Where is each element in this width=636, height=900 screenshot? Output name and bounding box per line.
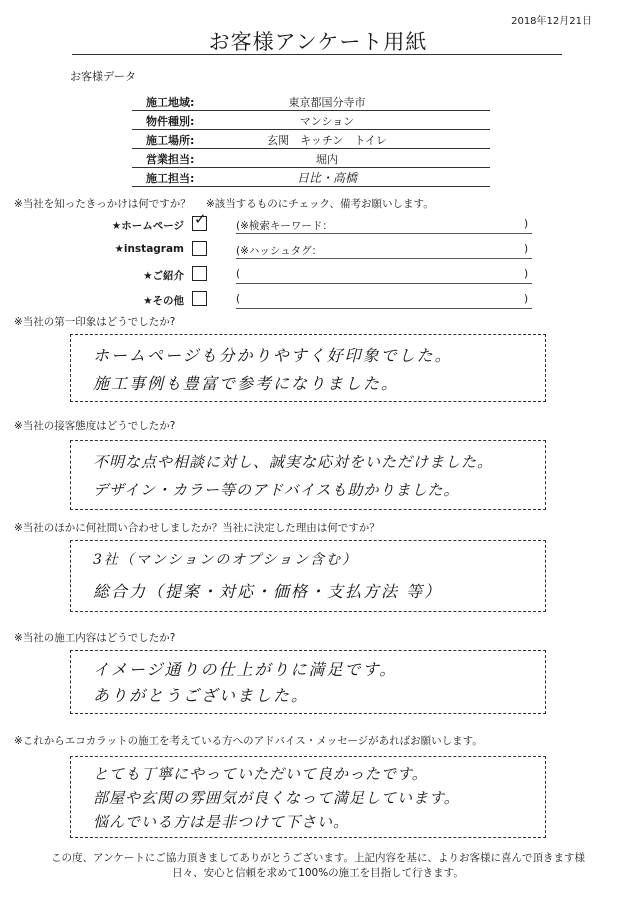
- source-detail: (: [236, 293, 241, 305]
- info-row-sales: [132, 149, 490, 168]
- info-value: マンション: [299, 115, 355, 128]
- source-label: ★ご紹介: [143, 270, 184, 282]
- source-underline: [236, 283, 532, 284]
- info-value: 堀内: [316, 153, 338, 166]
- q6-answer-box: [70, 756, 546, 838]
- q5-question: ※当社の施工内容はどうでしたか?: [14, 632, 176, 644]
- q4-question: ※当社のほかに何社問い合わせしましたか？当社に決定した理由は何ですか？: [14, 522, 380, 534]
- instagram-checkbox[interactable]: [192, 241, 207, 256]
- customer-section-label: お客様データ: [70, 70, 136, 83]
- q4-answer-box: [70, 540, 546, 612]
- q2-answer-line: ホームページも分かりやすく好印象でした。: [93, 346, 453, 365]
- info-value: 玄関 キッチン トイレ: [267, 134, 387, 147]
- q6-answer-line: 悩んでいる方は是非つけて下さい。: [93, 813, 350, 831]
- q1-question: ※当社を知ったきっかけは何ですか？: [14, 198, 191, 210]
- page-title: お客様アンケート用紙: [208, 30, 428, 54]
- q3-answer-box: [70, 440, 546, 510]
- title-underline: [72, 54, 562, 55]
- survey-date: 2018年12月21日: [511, 16, 592, 27]
- source-label: ★ホームページ: [111, 220, 184, 232]
- info-label: 施工担当:: [146, 172, 195, 185]
- source-option-other: [0, 291, 636, 313]
- info-row-installer: [132, 168, 490, 187]
- q6-question: ※これからエコカラットの施工を考えている方へのアドバイス・メッセージがあればお願いします。: [14, 735, 483, 747]
- source-close-paren: ): [524, 268, 529, 280]
- q4-answer-line: 総合力（提案・対応・価格・支払方法 等）: [93, 582, 443, 601]
- q6-answer-line: とても丁寧にやっていただいて良かったです。: [93, 765, 428, 783]
- q5-answer-box: [70, 650, 546, 714]
- q6-answer-line: 部屋や玄関の雰囲気が良くなって満足しています。: [93, 789, 460, 807]
- info-label: 施工場所:: [146, 134, 195, 147]
- info-value: 東京都国分寺市: [288, 96, 366, 109]
- footer-message: [0, 851, 636, 881]
- info-label: 施工地域:: [146, 96, 195, 109]
- q3-answer-line: デザイン・カラー等のアドバイスも助かりました。: [93, 481, 460, 499]
- source-underline: [236, 308, 532, 309]
- source-label: ★instagram: [114, 243, 184, 255]
- source-label: ★その他: [143, 295, 184, 307]
- source-close-paren: ): [524, 243, 529, 255]
- info-value-handwritten: 日比・高橋: [296, 171, 357, 185]
- source-detail: (※ハッシュタグ：: [236, 245, 323, 257]
- q2-question: ※当社の第一印象はどうでしたか?: [14, 316, 176, 328]
- q5-answer-line: イメージ通りの仕上がりに満足です。: [93, 660, 398, 679]
- q1-note: ※該当するものにチェック、備考お願いします。: [206, 198, 434, 210]
- info-label: 物件種別:: [146, 115, 195, 128]
- info-row-property-type: [132, 111, 490, 130]
- info-row-location: [132, 130, 490, 149]
- q4-answer-line: 3社（マンションのオプション含む）: [93, 552, 359, 568]
- source-detail: (: [236, 268, 241, 280]
- q2-answer-line: 施工事例も豊富で参考になりました。: [93, 374, 400, 393]
- referral-checkbox[interactable]: [192, 266, 207, 281]
- source-option-referral: [0, 266, 636, 288]
- q3-question: ※当社の接客態度はどうでしたか?: [14, 420, 176, 432]
- footer-line: 日々、安心と信頼を求めて100%の施工を目指して行きます。: [172, 867, 464, 879]
- source-option-instagram: [0, 241, 636, 263]
- source-option-homepage: [0, 210, 636, 238]
- source-underline: [236, 233, 532, 234]
- source-close-paren: ): [524, 293, 529, 305]
- q2-answer-box: [70, 334, 546, 402]
- info-label: 営業担当:: [146, 153, 195, 166]
- source-underline: [236, 258, 532, 259]
- source-close-paren: ): [524, 218, 529, 230]
- other-checkbox[interactable]: [192, 291, 207, 306]
- info-row-area: [132, 92, 490, 111]
- q5-answer-line: ありがとうございました。: [93, 686, 310, 705]
- check-mark-icon: ✓: [194, 210, 207, 228]
- source-detail: (※検索キーワード：: [236, 220, 333, 232]
- customer-info-table: [132, 92, 490, 187]
- footer-line: この度、アンケートにご協力頂きましてありがとうございます。上記内容を基に、よりお客様に喜んで頂きます様: [50, 852, 586, 864]
- q3-answer-line: 不明な点や相談に対し、誠実な応対をいただけました。: [93, 453, 494, 471]
